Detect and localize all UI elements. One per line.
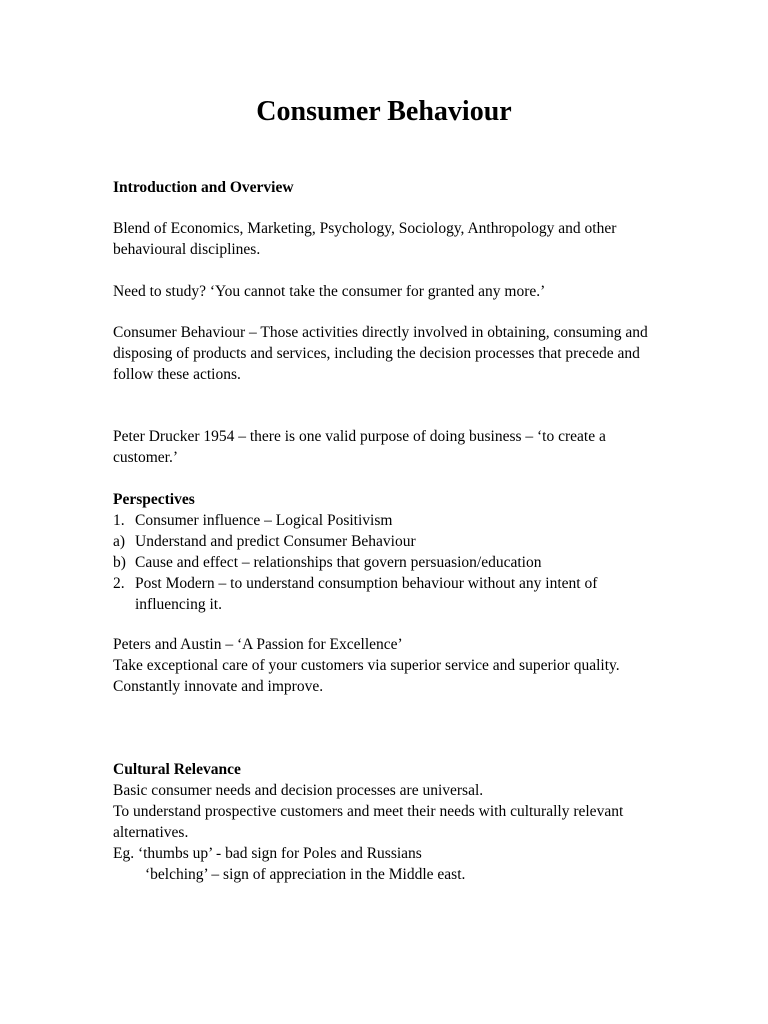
perspectives-heading: Perspectives	[113, 491, 195, 508]
list-item-text: Cause and effect – relationships that govern persuasion/education	[135, 554, 542, 571]
document-title: Consumer Behaviour	[256, 96, 512, 127]
cultural-line: Eg. ‘thumbs up’ - bad sign for Poles and Russians	[113, 845, 422, 862]
list-item-text: Consumer influence – Logical Positivism	[135, 512, 393, 529]
list-item	[113, 573, 653, 615]
perspectives-list	[113, 510, 653, 615]
drucker-paragraph: Peter Drucker 1954 – there is one valid purpose of doing business – ‘to create a customer.’	[113, 428, 606, 466]
intro-paragraph: Blend of Economics, Marketing, Psychology, Sociology, Anthropology and other behavioural disciplines.	[113, 220, 617, 258]
need-to-study-paragraph: Need to study? ‘You cannot take the consumer for granted any more.’	[113, 283, 546, 300]
peters-austin-line: Take exceptional care of your customers via superior service and superior quality.	[113, 657, 620, 674]
list-marker: a)	[113, 533, 126, 550]
list-item-text: Post Modern – to understand consumption behaviour without any intent of influencing it.	[135, 575, 598, 613]
cultural-line: To understand prospective customers and meet their needs with culturally relevant alternatives.	[113, 803, 624, 841]
list-item-text: Understand and predict Consumer Behaviour	[135, 533, 416, 550]
list-item	[113, 531, 653, 552]
peters-austin-line: Peters and Austin – ‘A Passion for Excellence’	[113, 636, 403, 653]
perspectives-section	[113, 489, 653, 615]
peters-austin-line: Constantly innovate and improve.	[113, 678, 324, 695]
intro-heading: Introduction and Overview	[113, 179, 294, 196]
list-marker: 1.	[113, 512, 125, 529]
cultural-relevance-heading: Cultural Relevance	[113, 761, 241, 778]
definition-paragraph: Consumer Behaviour – Those activities directly involved in obtaining, consuming and disposing of products and services, including the decision processes that precede and follow these actions.	[113, 324, 648, 383]
cultural-relevance-section	[113, 759, 653, 885]
peters-austin-section	[113, 634, 653, 697]
list-item	[113, 552, 653, 573]
cultural-line: ‘belching’ – sign of appreciation in the Middle east.	[145, 866, 466, 883]
list-marker: 2.	[113, 575, 125, 592]
list-item	[113, 510, 653, 531]
cultural-line: Basic consumer needs and decision processes are universal.	[113, 782, 484, 799]
list-marker: b)	[113, 554, 126, 571]
